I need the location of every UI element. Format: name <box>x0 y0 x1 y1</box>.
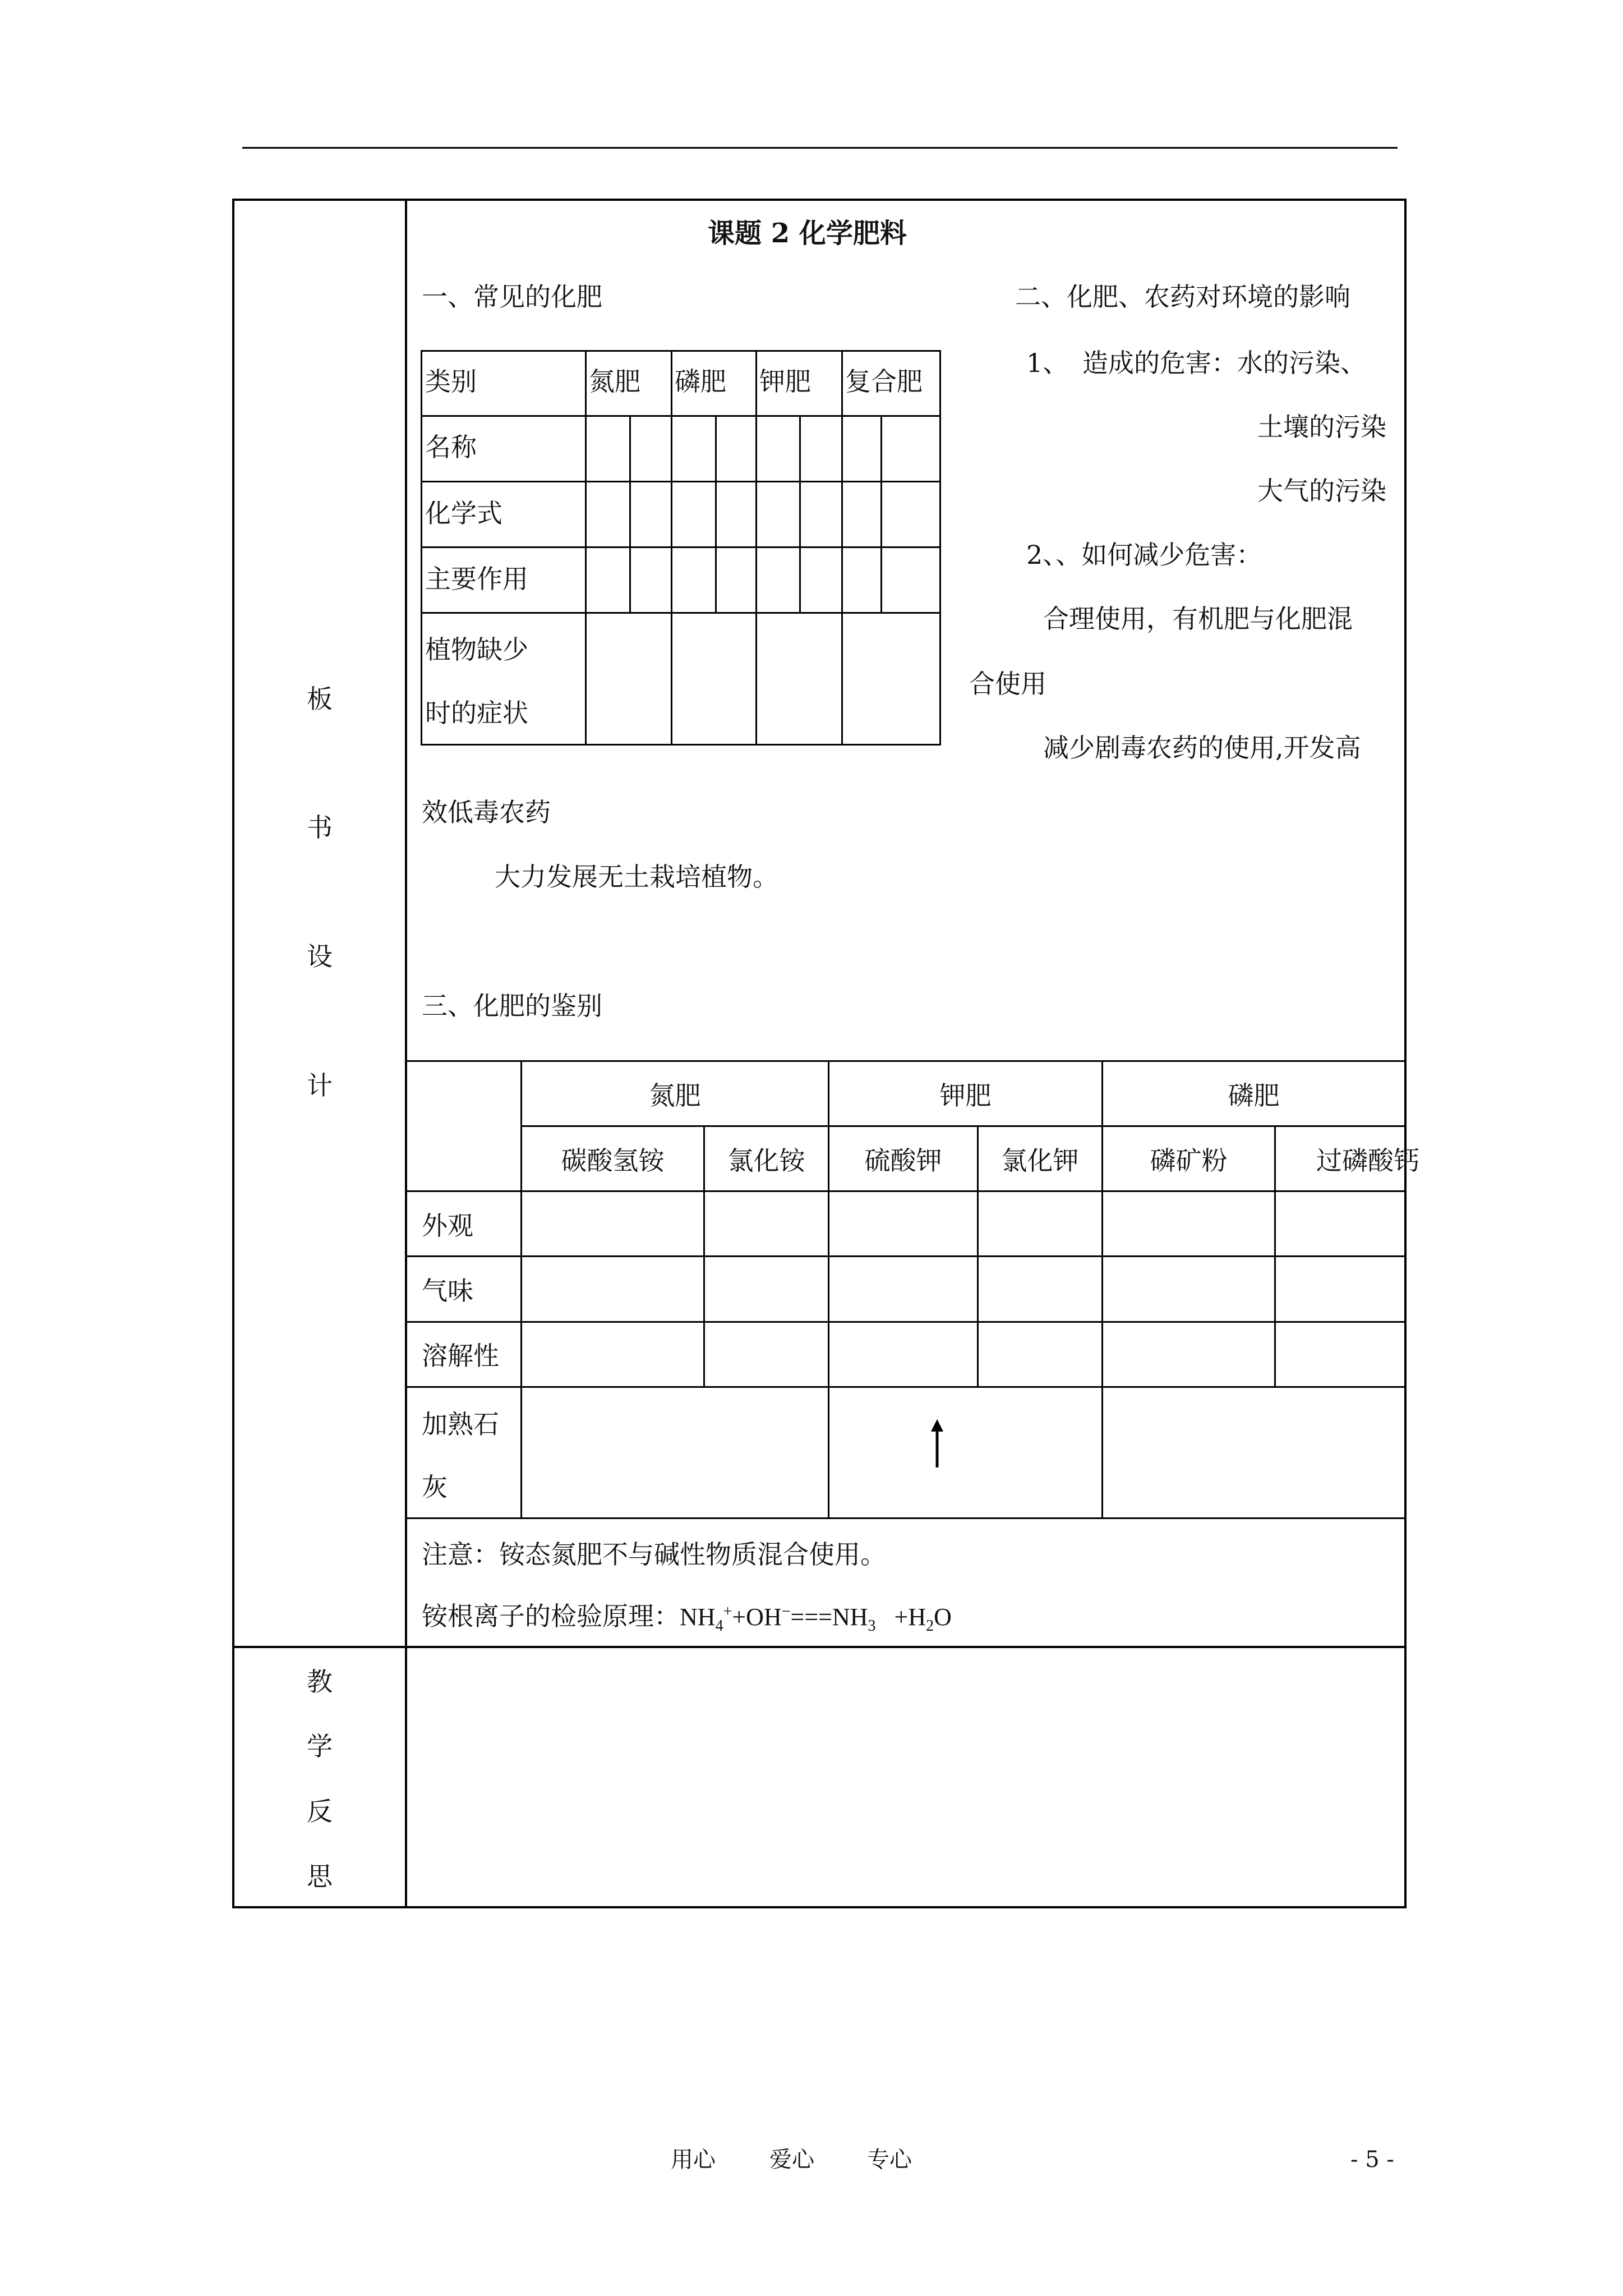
section2-item1-label: 1、 <box>1026 348 1069 378</box>
section2-item2-label: 2、、如何减少危害： <box>1026 540 1262 570</box>
group-potassium: 钾肥 <box>939 1080 992 1111</box>
table-row-function: 主要作用 <box>425 564 528 594</box>
row-label-odor: 气味 <box>422 1276 473 1306</box>
note-test-principle <box>422 1603 952 1634</box>
group-phosphorus: 磷肥 <box>1228 1080 1280 1111</box>
subhead-potassium-chloride: 氯化钾 <box>1001 1145 1079 1176</box>
subhead-superphosphate-clip <box>1276 1139 1419 1184</box>
subhead-potassium-sulfate: 硫酸钾 <box>864 1145 942 1176</box>
side-label-fan: 反 <box>307 1796 333 1826</box>
frame-top <box>232 199 1407 201</box>
note-ammonium: 注意：铵态氮肥不与碱性物质混合使用。 <box>422 1539 886 1570</box>
table-header-compound: 复合肥 <box>845 366 923 397</box>
table-row-deficiency-2: 时的症状 <box>425 698 528 728</box>
side-label-shu: 书 <box>307 812 333 843</box>
row-label-appearance: 外观 <box>422 1211 473 1241</box>
subhead-phosphate-rock: 磷矿粉 <box>1150 1145 1228 1176</box>
table-header-nitrogen: 氮肥 <box>589 366 640 397</box>
section2-item2-p2b: 效低毒农药 <box>422 797 551 827</box>
up-arrow-icon <box>929 1419 946 1470</box>
reflection-divider <box>232 1646 1407 1648</box>
section2-item1-line2: 土壤的污染 <box>1257 412 1386 442</box>
subhead-ammonium-chloride: 氯化铵 <box>727 1145 805 1176</box>
table-header-category: 类别 <box>425 366 477 397</box>
section3-heading: 三、化肥的鉴别 <box>422 991 602 1021</box>
table-header-potassium: 钾肥 <box>759 366 811 397</box>
table-row-name: 名称 <box>425 432 477 462</box>
section1-heading: 一、常见的化肥 <box>422 282 602 312</box>
side-label-xue: 学 <box>307 1731 333 1761</box>
subhead-superphosphate: 过磷酸钙 <box>1316 1145 1419 1176</box>
group-nitrogen: 氮肥 <box>649 1080 701 1111</box>
section2-item2-p1a: 合理使用，有机肥与化肥混 <box>1043 604 1353 634</box>
footer-motto-2: 爱心 <box>769 2147 814 2173</box>
chemical-formula: $NH_4^++OH^-===NH_3 +H_2O$ <box>680 1603 952 1635</box>
section2-item1-text: 造成的危害：水的污染、 <box>1082 348 1366 378</box>
footer-motto-1: 用心 <box>671 2147 716 2173</box>
footer-motto-3: 专心 <box>867 2147 912 2173</box>
subhead-ammonium-bicarbonate: 碳酸氢铵 <box>561 1145 665 1176</box>
frame-right <box>1404 199 1407 1908</box>
side-label-ban: 板 <box>307 684 333 714</box>
frame-bottom <box>232 1906 1407 1908</box>
section2-heading: 二、化肥、农药对环境的影响 <box>1015 282 1350 312</box>
page-title: 课题 2 化学肥料 <box>708 218 907 249</box>
side-label-she: 设 <box>307 941 333 972</box>
row-label-lime-2: 灰 <box>422 1472 448 1502</box>
frame-left <box>232 199 234 1908</box>
header-rule <box>242 147 1398 149</box>
side-label-jiao: 教 <box>307 1667 333 1697</box>
table-row-formula: 化学式 <box>425 498 502 528</box>
side-label-si: 思 <box>307 1861 333 1892</box>
table-header-phosphorus: 磷肥 <box>675 366 726 397</box>
table-row-deficiency-1: 植物缺少 <box>425 634 528 665</box>
side-label-ji: 计 <box>307 1070 333 1101</box>
section2-item2-p1b: 合使用 <box>969 669 1046 699</box>
section2-item1-line3: 大气的污染 <box>1257 476 1386 506</box>
page-number: - 5 - <box>1350 2147 1394 2173</box>
frame-divider <box>405 199 407 1908</box>
section2-item2-p3: 大力发展无土栽培植物。 <box>495 862 778 892</box>
section2-item2-p2a: 减少剧毒农药的使用,开发高 <box>1043 733 1361 763</box>
row-label-solubility: 溶解性 <box>422 1341 499 1371</box>
note-test-principle-label: 铵根离子的检验原理： <box>422 1601 680 1631</box>
row-label-lime-1: 加熟石 <box>422 1409 499 1439</box>
